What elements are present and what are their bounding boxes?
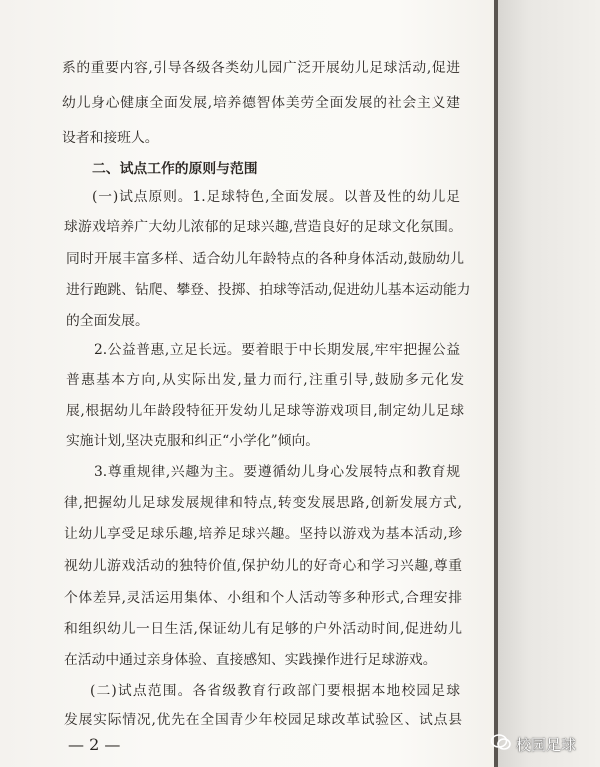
text-line: (一)试点原则。1.足球特色,全面发展。以普及性的幼儿足	[92, 189, 460, 205]
text-line: 视幼儿游戏活动的独特价值,保护幼儿的好奇心和学习兴趣,尊重	[64, 558, 462, 574]
text-line: 普惠基本方向,从实际出发,量力而行,注重引导,鼓励多元化发	[66, 372, 464, 388]
watermark-text: 校园足球	[516, 735, 577, 754]
wechat-icon	[490, 733, 512, 755]
text-line: 展,根据幼儿年龄段特征开发幼儿足球等游戏项目,制定幼儿足球	[66, 403, 464, 419]
text-line: 进行跑跳、钻爬、攀登、投掷、拍球等活动,促进幼儿基本运动能力	[66, 282, 471, 298]
text-line: 的全面发展。	[66, 313, 149, 329]
section-heading: 二、试点工作的原则与范围	[92, 161, 258, 177]
page-number: — 2 —	[68, 735, 121, 754]
text-line: 个体差异,灵活运用集体、小组和个人活动等多种形式,合理安排	[64, 590, 462, 606]
text-line: 律,把握幼儿足球发展规律和特点,转变发展思路,创新发展方式,	[64, 495, 462, 511]
text-line: 3.尊重规律,兴趣为主。要遵循幼儿身心发展特点和教育规	[94, 464, 460, 480]
text-line: (二)试点范围。各省级教育行政部门要根据本地校园足球	[90, 683, 460, 699]
text-line: 球游戏培养广大幼儿浓郁的足球兴趣,营造良好的足球文化氛围。	[64, 219, 462, 235]
text-line: 设者和接班人。	[62, 130, 159, 146]
text-line: 2.公益普惠,立足长远。要着眼于中长期发展,牢牢把握公益	[94, 342, 460, 358]
text-line: 在活动中通过亲身体验、直接感知、实践操作进行足球游戏。	[64, 652, 437, 668]
text-line: 和组织幼儿一日生活,保证幼儿有足够的户外活动时间,促进幼儿	[64, 621, 462, 637]
text-line: 幼儿身心健康全面发展,培养德智体美劳全面发展的社会主义建	[62, 95, 460, 111]
text-line: 实施计划,坚决克服和纠正“小学化”倾向。	[66, 433, 320, 449]
watermark	[490, 733, 576, 755]
text-line: 同时开展丰富多样、适合幼儿年龄特点的各种身体活动,鼓励幼儿	[66, 251, 464, 267]
text-line: 让幼儿享受足球乐趣,培养足球兴趣。坚持以游戏为基本活动,珍	[64, 526, 462, 542]
text-line: 发展实际情况,优先在全国青少年校园足球改革试验区、试点县	[64, 712, 462, 728]
text-line: 系的重要内容,引导各级各类幼儿园广泛开展幼儿足球活动,促进	[62, 60, 460, 76]
